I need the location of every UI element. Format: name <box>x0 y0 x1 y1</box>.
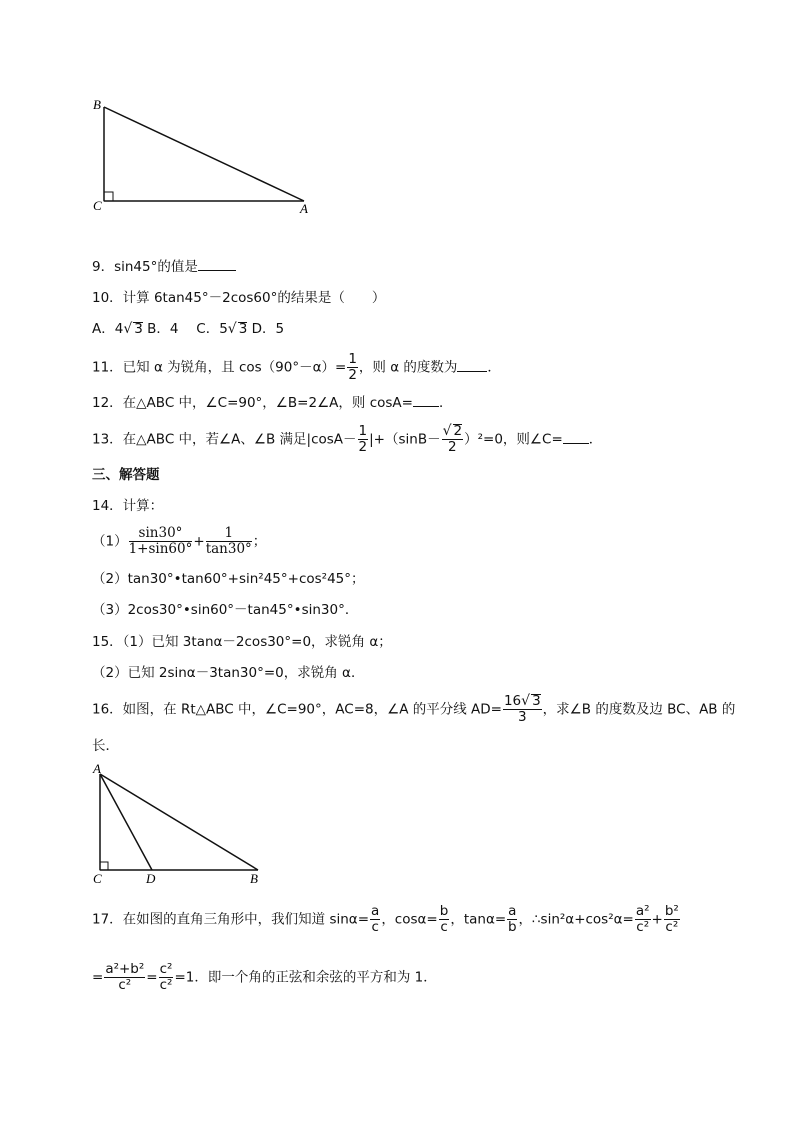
question-10-options: A．4√ 3 B．4 C．5√ 3 D．5 <box>92 321 285 337</box>
question-9: 9．sin45°的值是 <box>92 258 236 276</box>
vertex-c-label: C <box>93 871 102 886</box>
question-16: 16．如图，在 Rt△ABC 中，∠C=90°，AC=8，∠A 的平分线 AD= $\frac{16√ 3}{3}$ ，求∠B 的度数及边 BC、AB 的 <box>92 693 736 725</box>
section-3-title: 三、解答题 <box>92 467 160 483</box>
question-17-continued: = $\frac{\text{a²+b²}}{\text{c²}}$ = $\frac{\text{c²}}{\text{c²}}$ =1．即一个角的正弦和余弦的平方和为 1． <box>92 961 437 993</box>
triangle-figure-1 <box>90 95 330 220</box>
vertex-c-label: C <box>93 198 102 213</box>
question-14-title: 14．计算： <box>92 498 164 514</box>
question-14-part-2: （2）tan30°•tan60°+sin²45°+cos²45°； <box>92 571 365 587</box>
vertex-b-label: B <box>250 871 258 886</box>
question-10: 10．计算 6tan45°－2cos60°的结果是（ ） <box>92 290 386 306</box>
question-15-part-1: 15．（1）已知 3tanα－2cos30°=0，求锐角 α； <box>92 634 392 650</box>
question-13: 13．在△ABC 中，若∠A、∠B 满足|cosA－ $\frac{1}{2}$ |+（sinB－ $\frac{√ 2}{2}$ ）²=0，则∠C= ． <box>92 423 603 455</box>
question-12: 12．在△ABC 中，∠C=90°，∠B=2∠A，则 cosA= ． <box>92 395 453 411</box>
vertex-a-label: A <box>93 761 101 776</box>
question-14-part-1: （1） $\frac{\sin 30^\circ}{1+\sin 60^\circ}$ + $\frac{1}{\tan 30^\circ}$ ； <box>92 525 267 557</box>
question-14-part-3: （3）2cos30°•sin60°－tan45°•sin30°． <box>92 602 359 618</box>
question-15-part-2: （2）已知 2sinα－3tan30°=0，求锐角 α． <box>92 665 365 681</box>
question-17: 17．在如图的直角三角形中，我们知道 sinα= $\frac{a}{c}$ ，cosα= $\frac{b}{c}$ ，tanα= $\frac{a}{b}$ ，∴sin²α+cos²α= $\frac{\text{a²}}{\text{c²}}$ + $\frac{\text{b²}}{\text{c²}}$ <box>92 903 679 935</box>
vertex-b-label: B <box>93 97 101 112</box>
vertex-a-label: A <box>300 201 308 216</box>
question-11: 11．已知 α 为锐角，且 cos（90°－α）= $\frac{1}{2}$ ，则 α 的度数为 ． <box>92 351 501 383</box>
vertex-d-label: D <box>146 871 156 886</box>
question-16-continued: 长． <box>92 738 119 754</box>
triangle-figure-2 <box>88 760 278 888</box>
